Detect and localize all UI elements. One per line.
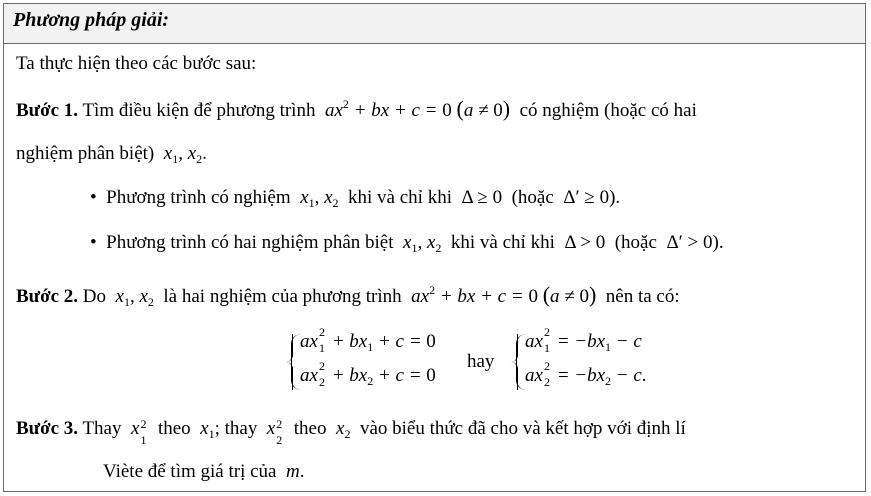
step1-line-2: nghiệm phân biệt) $x_1$, $x_2$.	[16, 143, 207, 166]
equation: $ax^2$ + bx + c = 0 (a ≠ 0)	[320, 96, 511, 121]
bullet-2: • Phương trình có hai nghiệm phân biệt $x_1$, $x_2$ khi và chỉ khi Δ > 0 (hoặc Δ′ > 0).	[90, 232, 724, 255]
step3-label: Bước 3.	[16, 418, 79, 439]
step3-line-2: Viète để tìm giá trị của m.	[103, 461, 305, 482]
step1-label: Bước 1.	[16, 100, 79, 121]
intro-line: Ta thực hiện theo các bước sau:	[16, 53, 257, 74]
section-title: Phương pháp giải:	[13, 9, 170, 31]
bullet-1: • Phương trình có nghiệm $x_1$, $x_2$ khi và chỉ khi Δ ≥ 0 (hoặc Δ′ ≥ 0).	[90, 187, 621, 210]
step1-line: Bước 1. Tìm điều kiện để phương trình $ax^2$ + bx + c = 0 (a ≠ 0) có nghiệm (hoặc có hai	[16, 96, 697, 121]
hay-word: hay	[467, 351, 495, 372]
step2-line: Bước 2. Do $x_1$, $x_2$ là hai nghiệm của phương trình $ax^2$ + bx + c = 0 (a ≠ 0) nên ta có:	[16, 282, 680, 309]
step2-label: Bước 2.	[16, 286, 79, 307]
step3-line: Bước 3. Thay x 2 1 theo $x_1$; thay x 2 2 theo $x_2$ vào biểu thức đã cho và kết hợp với định lí	[16, 417, 686, 447]
